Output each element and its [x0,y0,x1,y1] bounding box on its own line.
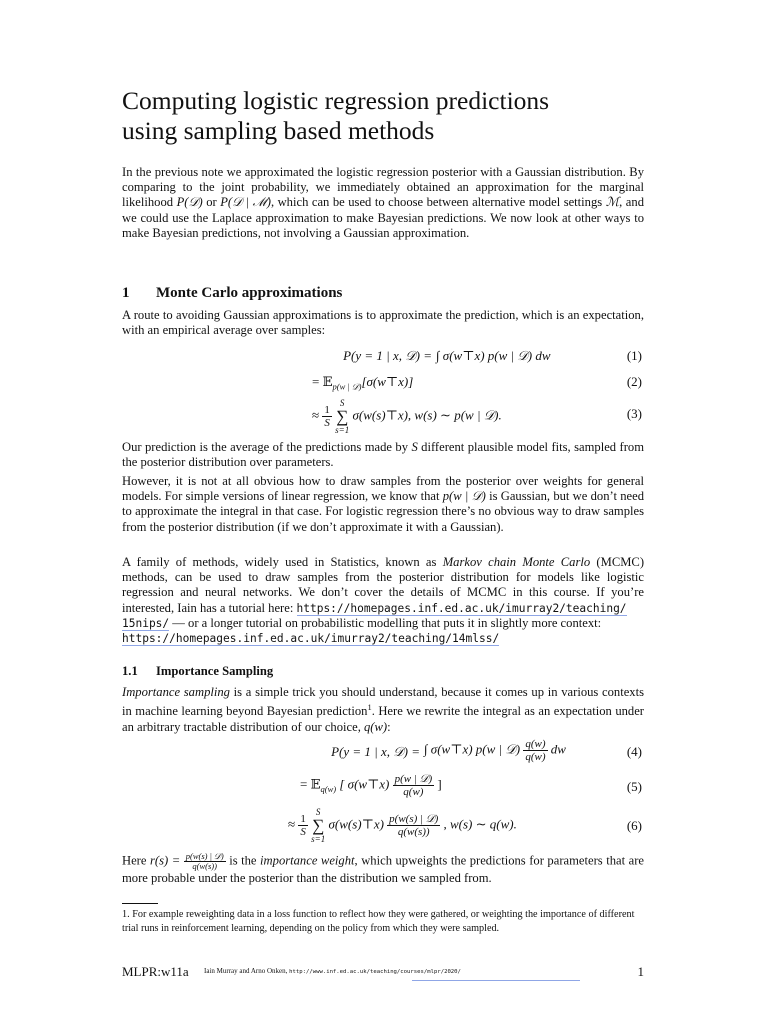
footnote-divider [122,903,158,904]
math-model: ℳ [605,195,620,210]
text: different plausible model fits, sampled from the posterior distribution over parameters. [122,440,644,470]
intro-text: , and we could use the Laplace approximation to make Bayesian predictions. We now look at other ways to make Bayesian predictions, not involving a Gaussian approximation. [122,195,644,240]
fraction [298,813,308,838]
tutorial-link-1-cont[interactable]: 15nips/ [122,616,170,630]
text: : [387,719,391,734]
text: — or a longer tutorial on probabilistic modelling that puts it in slightly more context: [169,615,602,630]
emphasis: Importance sampling [122,685,230,699]
equation-lhs: P(y = 1 | x, 𝒟) = [331,744,420,759]
title-line-1: Computing logistic regression predictions [122,86,550,115]
tutorial-link-1[interactable]: https://homepages.inf.ed.ac.uk/imurray2/teaching/ [296,601,627,615]
eq-part: ] [437,776,442,792]
equation-rhs [300,773,442,798]
math-S: S [411,440,418,454]
emphasis: importance weight [260,853,355,868]
math-q: q(w) [364,719,388,734]
equation-number: (1) [626,348,642,363]
equation-number: (5) [626,779,642,794]
equation-rhs [312,374,413,393]
equation-rhs: ∫ σ(w⊤x) p(w | 𝒟) dw [436,348,551,363]
equation-number: (2) [626,374,642,389]
sigma-symbol: ∑ [336,407,349,426]
math-marginal-likelihood: P(𝒟) [176,195,203,210]
section-number: 1 [122,285,130,301]
equation-6 [122,807,644,845]
eq-part: = 𝔼 [300,776,321,792]
numerator: p(w | 𝒟) [394,773,433,785]
footnote: 1. For example reweighting data in a loss function to reflect how they were gathered, or weighting the importance of different trial runs in reinforcement learning, depending on the policy from which they were sampled. [122,909,635,934]
summation [335,398,349,435]
denominator: S [300,826,306,838]
section1-paragraph-1: A route to avoiding Gaussian approximations is to approximate the prediction, which is an expectation, with an empirical average over samples: [122,308,644,338]
denominator: q(w(s)) [397,826,430,838]
approx-sign: ≈ [288,816,296,832]
fraction [184,852,226,871]
section1-paragraph-3 [122,474,644,535]
equation-4 [122,738,644,768]
intro-text: or [202,195,221,210]
sum-top: S [339,398,345,408]
numerator: 1 [300,813,306,825]
equation-rhs [312,398,502,435]
emphasis: Markov chain Monte Carlo [442,555,591,569]
eq-tail: dw [550,741,566,757]
footer-url-link[interactable]: http://www.inf.ed.ac.uk/teaching/courses/mlpr/2020/ [289,969,461,975]
intro-text: In the previous note we approximated the logistic regression posterior with a Gaussian distribution. By comparing to the joint probability, we immediately obtained an approximation for the marginal likelihood [122,165,644,210]
footer-link-underline [412,980,580,981]
subsection-title: Importance Sampling [156,664,274,678]
section-title: Monte Carlo approximations [156,285,343,301]
text: is Gaussian, but we don’t need to approximate the integral in that case. For logistic regression there’s no obvious way to draw samples from the posterior distribution (if we don’t approximate it with a Gaussian). [122,489,644,534]
text: , which upweights the predictions for parameters that are more probable under the posterior than the distribution we sampled from. [122,853,644,885]
equation-lhs: P(y = 1 | x, 𝒟) = [343,348,432,363]
fraction [387,813,440,838]
text: is the [225,853,261,868]
equation-number: (6) [626,818,642,833]
fraction [523,738,547,763]
numerator: p(w(s) | 𝒟) [185,851,224,861]
section1-paragraph-4 [122,555,644,646]
eq-part: [ σ(w⊤x) [339,776,390,792]
intro-text: , which can be used to choose between alternative model settings [270,195,606,210]
numerator: 1 [324,404,330,416]
denominator: S [324,417,330,429]
summation [311,807,325,844]
math-posterior: p(w | 𝒟) [442,489,486,504]
footnote-ref[interactable]: 1 [367,702,372,713]
text: A family of methods, widely used in Statistics, known as [122,555,443,569]
page-title [122,86,652,146]
eq-sub: p(w | 𝒟) [332,381,362,392]
text: . Here we rewrite the integral as an expectation under an arbitrary tractable distribution of our choice, [122,704,644,734]
sum-top: S [315,807,321,817]
text: is a simple trick you should understand, because it comes up in various contexts in machine learning beyond Bayesian prediction [122,685,644,719]
equation-number: (3) [626,406,642,421]
denominator: q(w) [525,751,546,763]
text: Our prediction is the average of the predictions made by [122,440,412,454]
equation-rhs [424,738,566,763]
footer-course-code: MLPR:w11a [122,964,189,979]
equation-5 [122,773,644,803]
eq-part: = 𝔼 [312,374,333,389]
subsection-number: 1.1 [122,664,138,678]
equation-2 [122,374,644,394]
eq-tail: , w(s) ∼ q(w). [443,816,517,832]
eq-body: ∫ σ(w⊤x) p(w | 𝒟) [424,741,521,757]
section11-paragraph-2 [122,852,644,886]
equation-3 [122,398,644,435]
sum-bottom: s=1 [335,425,350,435]
subsection-heading-1-1 [122,664,273,679]
eq-part: [σ(w⊤x)] [361,374,414,389]
section11-paragraph-1 [122,685,644,735]
equation-number: (4) [626,744,642,759]
title-line-2: using sampling based methods [122,116,435,145]
numerator: p(w(s) | 𝒟) [389,813,439,825]
section-heading-1 [122,285,342,302]
intro-paragraph [122,165,644,241]
math-importance-weight: r(s) = [150,853,181,868]
page-number: 1 [637,964,644,979]
equation-rhs [288,807,517,844]
tutorial-link-2[interactable]: https://homepages.inf.ed.ac.uk/imurray2/teaching/14mlss/ [122,632,500,646]
eq-body: σ(w(s)⊤x) [328,816,384,832]
text: (MCMC) methods, can be used to draw samples from the posterior distribution for models like logistic regression and neural networks. We don’t cover the details of MCMC in this course. If you’re interested, Iain has a tutorial here: [122,555,645,615]
fraction [322,404,332,429]
denominator: q(w) [403,786,424,798]
text: Here [122,853,150,868]
eq-sub: q(w) [320,784,337,795]
footer-authors: Iain Murray and Arno Onken, [204,967,290,975]
footer-credit [204,967,461,975]
text: However, it is not at all obvious how to draw samples from the posterior over weights for general models. For simple versions of linear regression, we know that [122,474,644,504]
numerator: q(w) [525,738,546,750]
equation-1 [122,348,644,368]
section1-paragraph-2 [122,440,644,470]
fraction [393,773,434,798]
sigma-symbol: ∑ [312,816,325,835]
math-model-likelihood: P(𝒟 | ℳ) [220,195,271,210]
sum-bottom: s=1 [311,834,326,844]
denominator: q(w(s)) [192,861,217,871]
approx-sign: ≈ [312,407,320,423]
eq-body: σ(w(s)⊤x), w(s) ∼ p(w | 𝒟). [352,407,502,423]
